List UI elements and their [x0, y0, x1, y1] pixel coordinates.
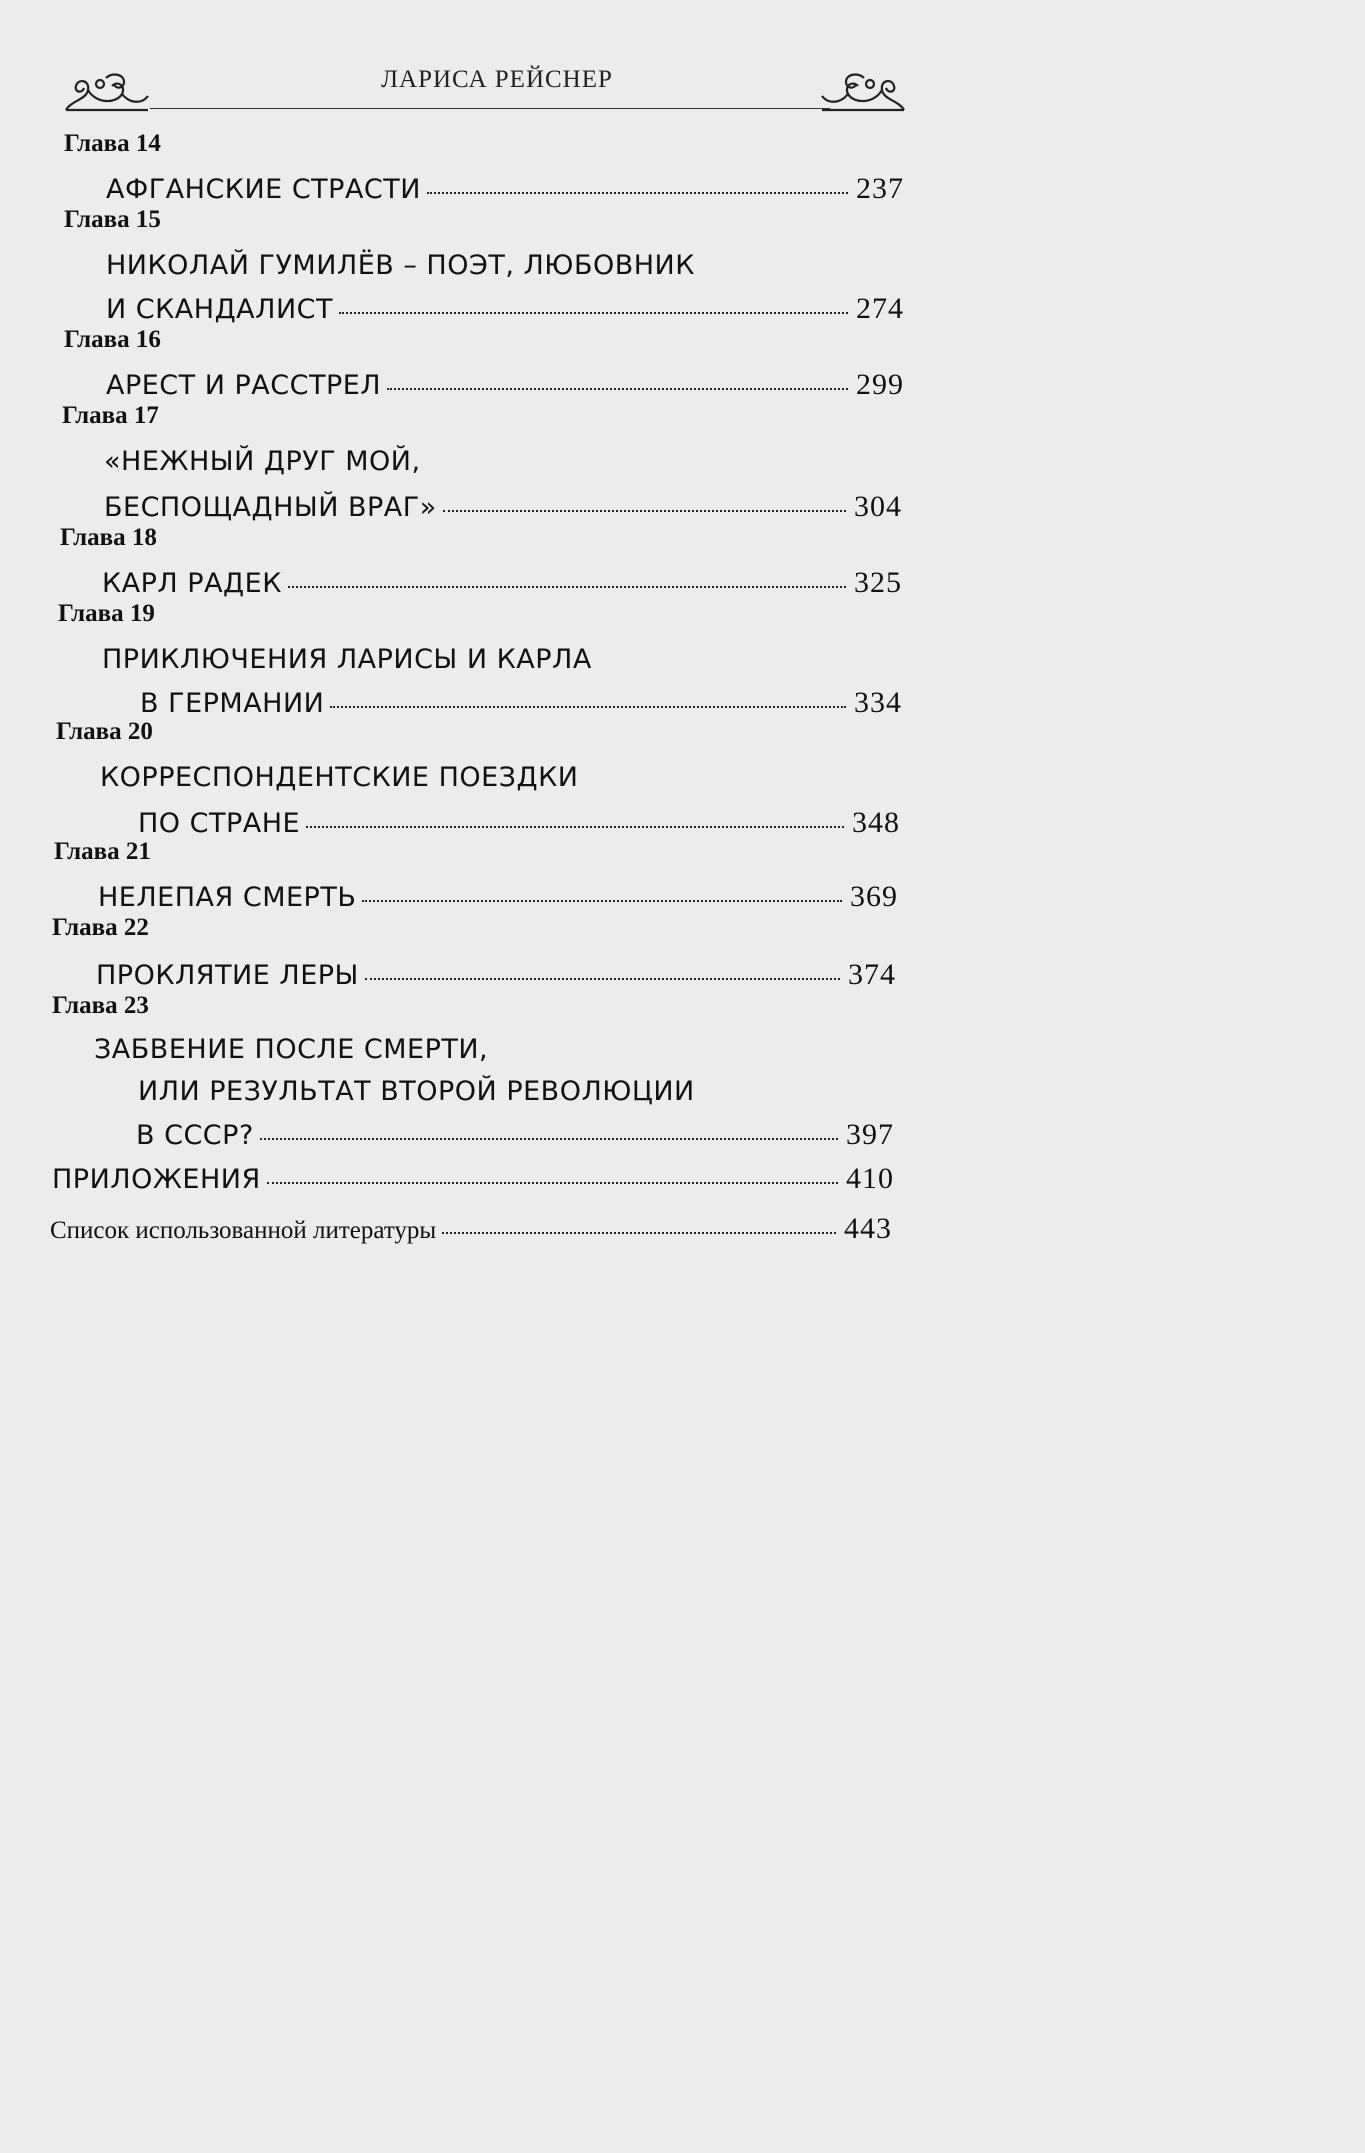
- toc-entry-title: КАРЛ РАДЕК: [102, 568, 282, 599]
- toc-entry-title: И СКАНДАЛИСТ: [106, 294, 333, 325]
- toc-entry-page: 334: [854, 686, 902, 719]
- toc-entry-title: В ГЕРМАНИИ: [140, 688, 325, 719]
- dot-leader: [387, 388, 848, 390]
- dot-leader: [330, 706, 846, 708]
- toc-entry-page: 348: [852, 806, 900, 839]
- chapter-label: Глава 20: [56, 718, 153, 745]
- dot-leader: [306, 826, 844, 828]
- chapter-label: Глава 14: [64, 130, 161, 157]
- toc-entry-title: НЕЛЕПАЯ СМЕРТЬ: [98, 882, 357, 913]
- toc-entry[interactable]: [102, 566, 902, 600]
- running-header-title: ЛАРИСА РЕЙСНЕР: [381, 66, 613, 93]
- dot-leader: [365, 978, 840, 980]
- toc-entry[interactable]: [104, 490, 902, 524]
- toc-entry-page: 369: [850, 880, 898, 913]
- toc-entry-title: В СССР?: [136, 1120, 254, 1151]
- chapter-label: Глава 18: [60, 524, 157, 551]
- chapter-label: Глава 17: [62, 402, 159, 429]
- toc-entry-page: 299: [856, 368, 904, 401]
- ornament-right-icon: [820, 70, 908, 116]
- dot-leader: [260, 1138, 838, 1140]
- dot-leader: [362, 900, 842, 902]
- dot-leader: [339, 312, 848, 314]
- chapter-label: Глава 16: [64, 326, 161, 353]
- toc-entry[interactable]: [98, 880, 898, 914]
- chapter-label: Глава 23: [52, 992, 149, 1019]
- chapter-label: Глава 15: [64, 206, 161, 233]
- toc-entry-page: 304: [854, 490, 902, 523]
- toc-entry-appendix[interactable]: [52, 1162, 894, 1196]
- dot-leader: [442, 1232, 836, 1234]
- running-header: [0, 52, 994, 122]
- toc-entry-page: 374: [848, 958, 896, 991]
- toc-entry-title-line: ИЛИ РЕЗУЛЬТАТ ВТОРОЙ РЕВОЛЮЦИИ: [138, 1076, 695, 1107]
- toc-entry-title-line: «НЕЖНЫЙ ДРУГ МОЙ,: [104, 446, 421, 477]
- toc-entry[interactable]: [138, 806, 900, 840]
- toc-entry[interactable]: [136, 1118, 894, 1152]
- dot-leader: [288, 586, 846, 588]
- toc-entry-page: 325: [854, 566, 902, 599]
- toc-entry-title: Список использованной литературы: [50, 1217, 437, 1244]
- chapter-label: Глава 19: [58, 600, 155, 627]
- toc-entry-page: 443: [844, 1212, 892, 1245]
- chapter-label: Глава 22: [52, 914, 149, 941]
- toc-entry-page: 397: [846, 1118, 894, 1151]
- toc-entry-title-line: ПРИКЛЮЧЕНИЯ ЛАРИСЫ И КАРЛА: [102, 644, 592, 675]
- toc-entry-title-line: КОРРЕСПОНДЕНТСКИЕ ПОЕЗДКИ: [100, 762, 579, 793]
- chapter-label: Глава 21: [54, 838, 151, 865]
- toc-entry-page: 410: [846, 1162, 894, 1195]
- toc-entry-title: ПО СТРАНЕ: [138, 808, 301, 839]
- toc-entry-bibliography[interactable]: [50, 1212, 892, 1246]
- toc-entry-title-line: НИКОЛАЙ ГУМИЛЁВ – ПОЭТ, ЛЮБОВНИК: [106, 250, 695, 281]
- toc-entry-title: БЕСПОЩАДНЫЙ ВРАГ»: [104, 492, 437, 523]
- toc-entry-title: АФГАНСКИЕ СТРАСТИ: [106, 174, 421, 205]
- dot-leader: [267, 1182, 838, 1184]
- toc-entry[interactable]: [106, 292, 904, 326]
- header-rule: [150, 108, 830, 109]
- toc-entry[interactable]: [96, 958, 896, 992]
- toc-entry-page: 237: [856, 172, 904, 205]
- toc-entry-title-line: ЗАБВЕНИЕ ПОСЛЕ СМЕРТИ,: [94, 1034, 489, 1065]
- toc-entry-title: ПРОКЛЯТИЕ ЛЕРЫ: [96, 960, 359, 991]
- toc-entry[interactable]: [106, 172, 904, 206]
- toc-entry-title: АРЕСТ И РАССТРЕЛ: [106, 370, 382, 401]
- dot-leader: [427, 192, 848, 194]
- dot-leader: [443, 510, 846, 512]
- toc-entry-page: 274: [856, 292, 904, 325]
- toc-entry[interactable]: [106, 368, 904, 402]
- toc-entry-title: ПРИЛОЖЕНИЯ: [52, 1164, 261, 1195]
- toc-entry[interactable]: [140, 686, 902, 720]
